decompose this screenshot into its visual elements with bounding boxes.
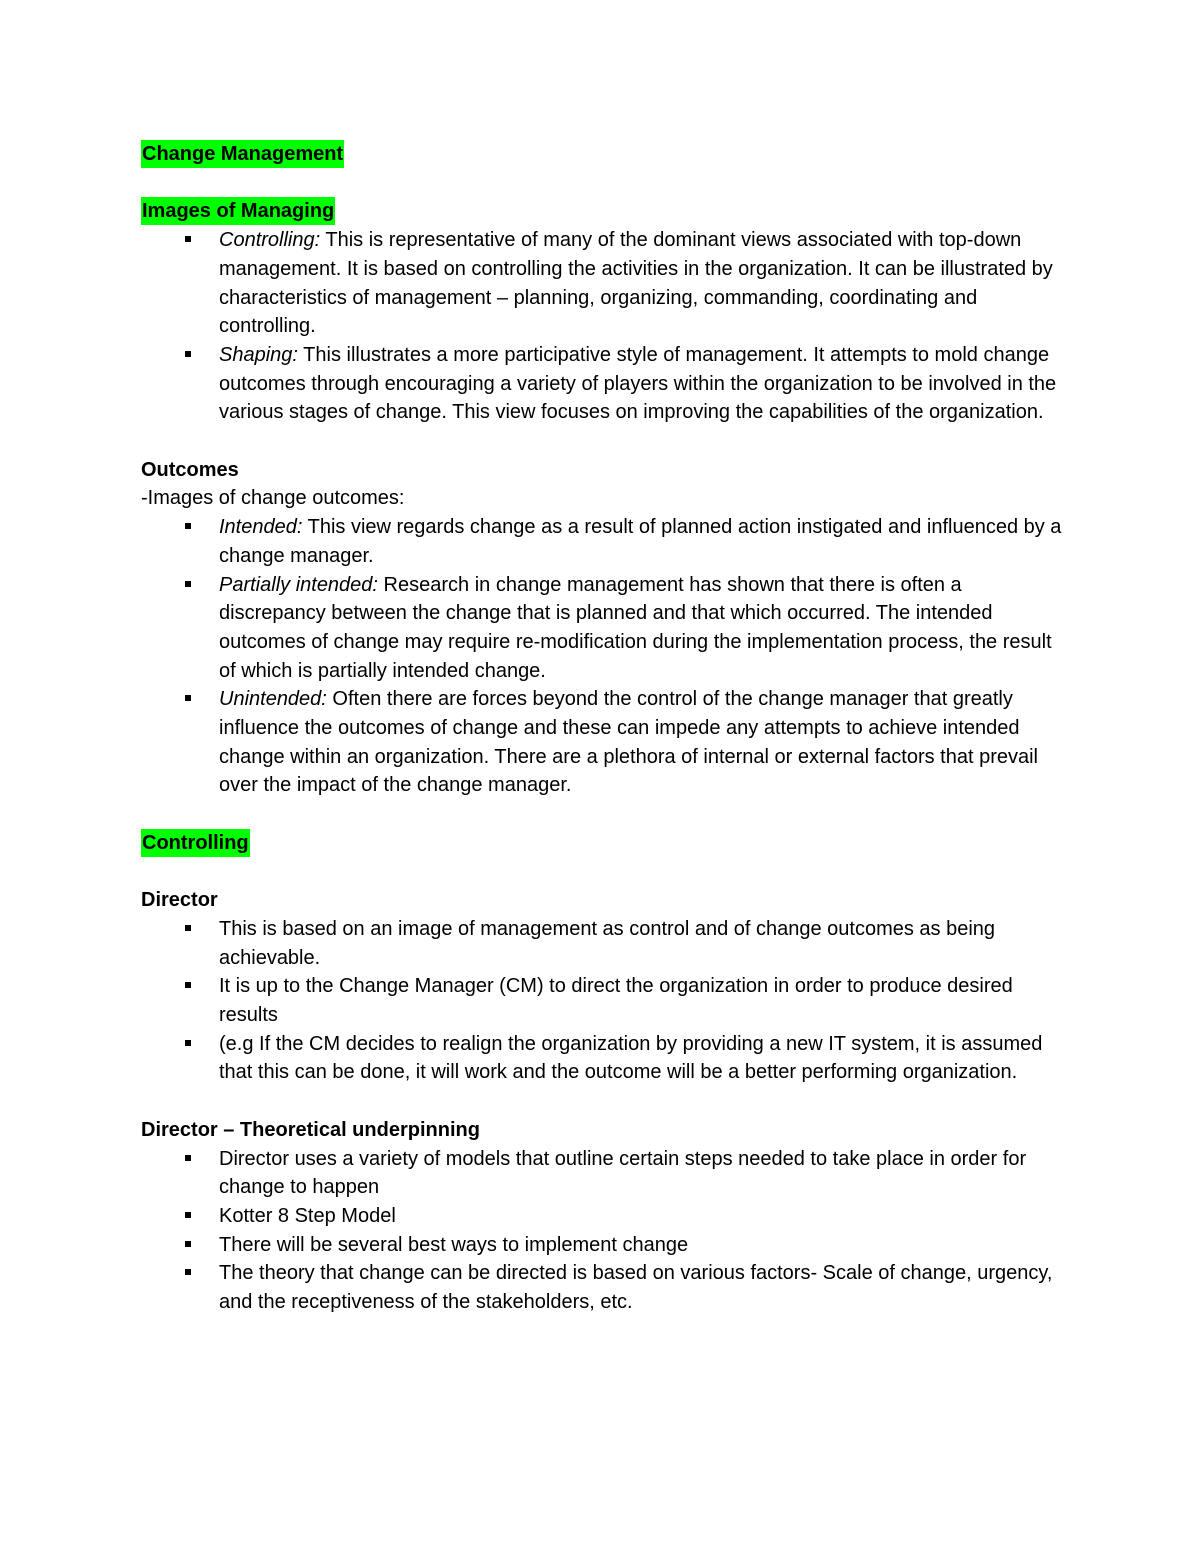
section-heading: Director (141, 889, 218, 912)
list-item (141, 513, 1071, 570)
list-item: There will be several best ways to implement change (141, 1231, 1071, 1260)
list-item-text: Often there are forces beyond the control of the change manager that greatly influence the outcomes of change and these can impede any attempts to achieve intended change within an organization. There are a plethora of internal or external factors that prevail over the impact of the change manager. (219, 688, 1039, 797)
term-label: Partially intended: (219, 573, 378, 596)
list-item (141, 685, 1071, 800)
list-item-text: This is representative of many of the dominant views associated with top-down management. It is based on controlling the activities in the organization. It can be illustrated by characteristics of management – planning, organizing, commanding, coordinating and controlling. (219, 229, 1053, 338)
list-item (141, 571, 1071, 686)
list-item-text: This illustrates a more participative style of management. It attempts to mold change outcomes through encouraging a variety of players within the organization to be involved in the various stages of change. This view focuses on improving the capabilities of the organization. (219, 343, 1057, 424)
list-item (141, 341, 1071, 427)
section-heading: Outcomes (141, 458, 239, 481)
term-label: Shaping: (219, 343, 298, 366)
director-list (141, 915, 1071, 1087)
document-page (141, 140, 1071, 1317)
list-item: The theory that change can be directed is based on various factors- Scale of change, urgency, and the receptiveness of the stakeholders, etc. (141, 1259, 1071, 1316)
section-heading: Images of Managing (141, 197, 335, 225)
director-theory-list (141, 1145, 1071, 1317)
list-item: (e.g If the CM decides to realign the organization by providing a new IT system, it is assumed that this can be done, it will work and the outcome will be a better performing organization. (141, 1030, 1071, 1087)
term-label: Controlling: (219, 229, 321, 252)
list-item-text: Research in change management has shown that there is often a discrepancy between the change that is planned and that which occurred. The intended outcomes of change may require re-modification during the implementation process, the result of which is partially intended change. (219, 573, 1052, 682)
section-heading: Director – Theoretical underpinning (141, 1118, 480, 1141)
list-item: This is based on an image of management as control and of change outcomes as being achievable. (141, 915, 1071, 972)
section-heading: Controlling (141, 829, 250, 857)
list-item (141, 226, 1071, 341)
list-item-text: This view regards change as a result of planned action instigated and influenced by a change manager. (219, 516, 1062, 567)
term-label: Intended: (219, 516, 303, 539)
list-item: Kotter 8 Step Model (141, 1202, 1071, 1231)
section-intro: -Images of change outcomes: (141, 487, 405, 510)
section-controlling-heading-line (141, 829, 1071, 858)
term-label: Unintended: (219, 688, 327, 711)
list-item: It is up to the Change Manager (CM) to direct the organization in order to produce desired results (141, 972, 1071, 1029)
images-of-managing-list (141, 226, 1071, 427)
document-title-line (141, 140, 1071, 169)
list-item: Director uses a variety of models that outline certain steps needed to take place in order for change to happen (141, 1145, 1071, 1202)
outcomes-list (141, 513, 1071, 800)
section-images-of-managing-heading-line (141, 197, 1071, 226)
document-title: Change Management (141, 140, 344, 168)
